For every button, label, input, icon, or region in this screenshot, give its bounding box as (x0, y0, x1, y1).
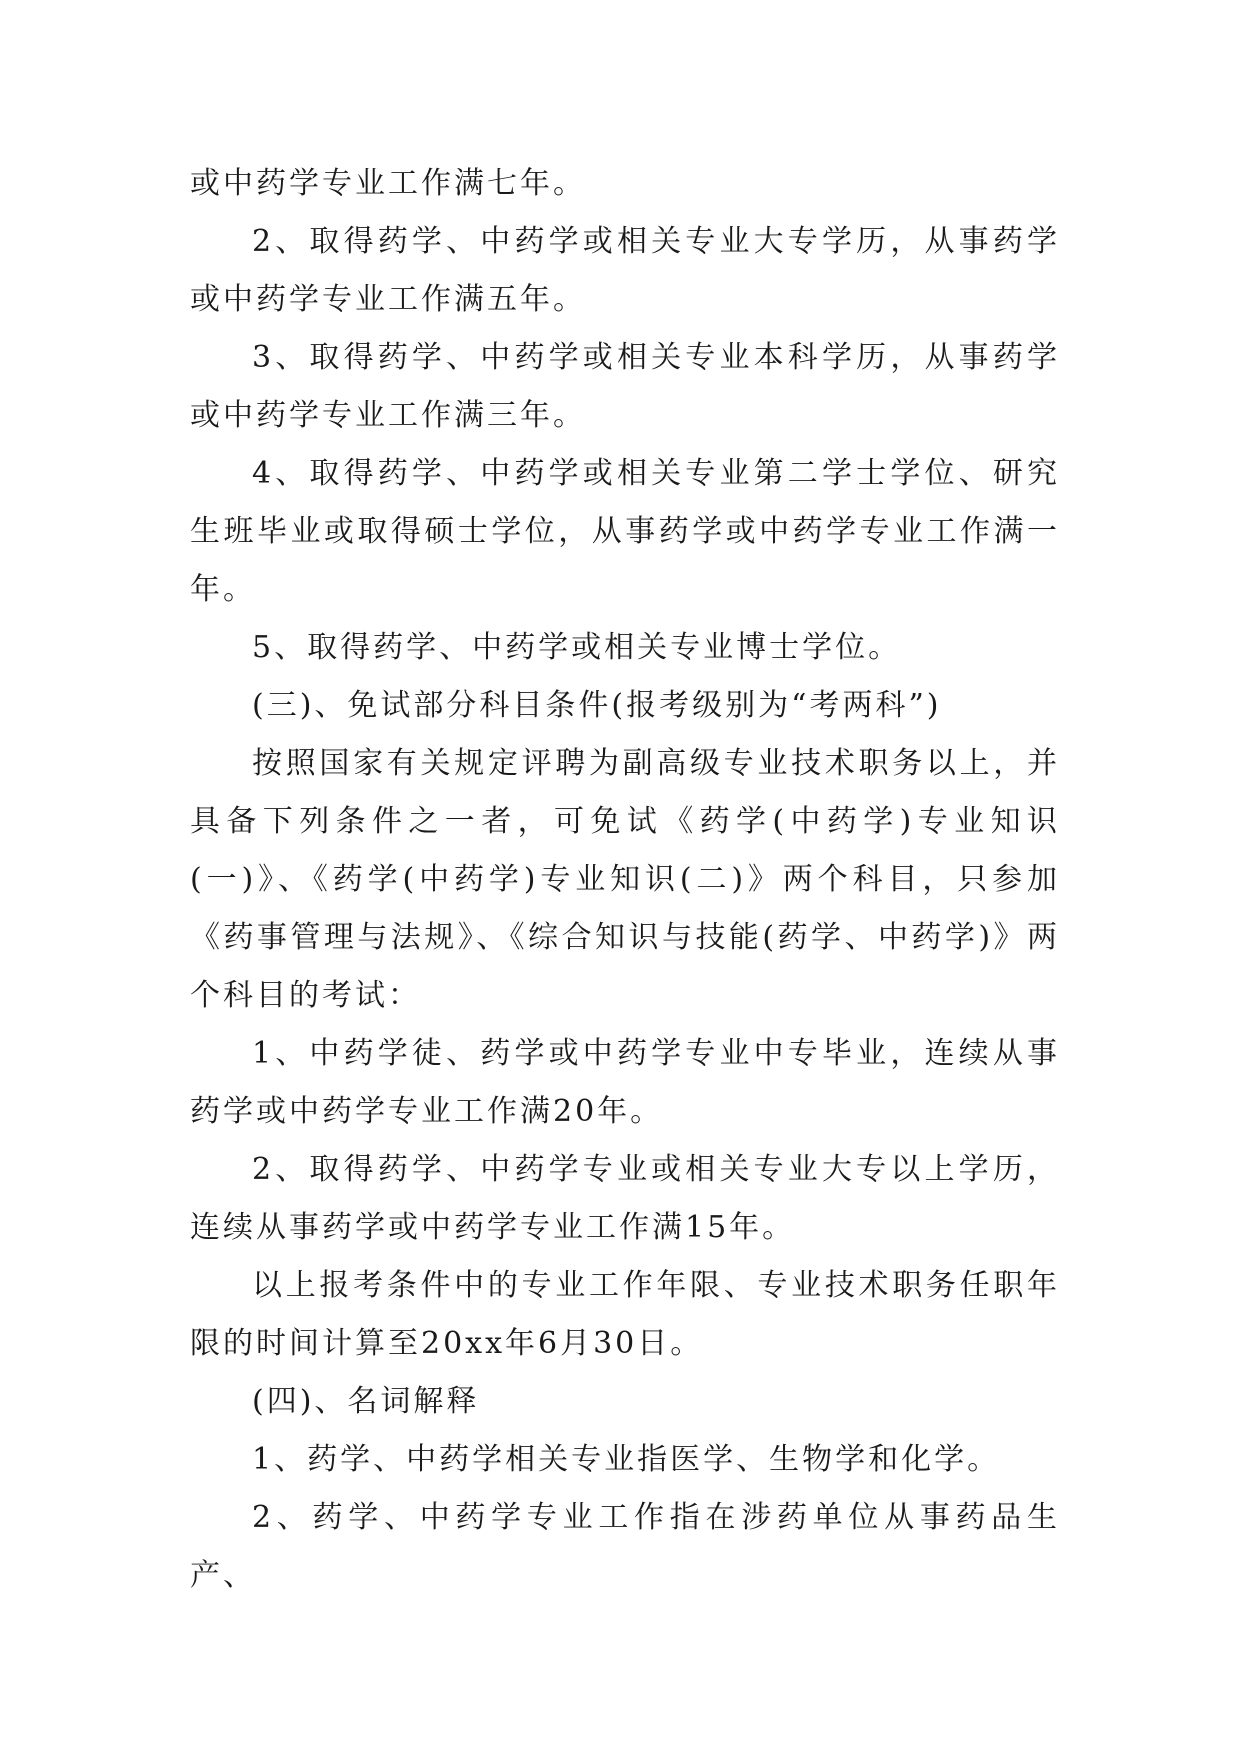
paragraph-deadline-note: 以上报考条件中的专业工作年限、专业技术职务任职年限的时间计算至20xx年6月30日。 (190, 1268, 1060, 1361)
paragraph-exemption-intro: 按照国家有关规定评聘为副高级专业技术职务以上，并具备下列条件之一者，可免试《药学(中药学)专业知识(一)》、《药学(中药学)专业知识(二)》两个科目，只参加《药事管理与法规》、《综合知识与技能(药学、中药学)》两个科目的考试： (190, 746, 1060, 1013)
paragraph-condition-3: 3、取得药学、中药学或相关专业本科学历，从事药学或中药学专业工作满三年。 (190, 340, 1060, 433)
paragraph-definition-2: 2、药学、中药学专业工作指在涉药单位从事药品生产、 (190, 1500, 1060, 1593)
paragraph-condition-2: 2、取得药学、中药学或相关专业大专学历，从事药学或中药学专业工作满五年。 (190, 224, 1060, 317)
paragraph-definition-1: 1、药学、中药学相关专业指医学、生物学和化学。 (252, 1442, 1001, 1477)
paragraph-continuation: 或中药学专业工作满七年。 (190, 166, 586, 201)
section-heading-3: (三)、免试部分科目条件(报考级别为“考两科”) (252, 688, 942, 723)
paragraph-exemption-1: 1、中药学徒、药学或中药学专业中专毕业，连续从事药学或中药学专业工作满20年。 (190, 1036, 1060, 1129)
section-heading-4: (四)、名词解释 (252, 1384, 480, 1419)
paragraph-exemption-2: 2、取得药学、中药学专业或相关专业大专以上学历，连续从事药学或中药学专业工作满15年。 (190, 1152, 1060, 1245)
paragraph-condition-5: 5、取得药学、中药学或相关专业博士学位。 (252, 630, 902, 665)
document-body (190, 155, 1060, 1605)
paragraph-condition-4: 4、取得药学、中药学或相关专业第二学士学位、研究生班毕业或取得硕士学位，从事药学或中药学专业工作满一年。 (190, 456, 1060, 607)
